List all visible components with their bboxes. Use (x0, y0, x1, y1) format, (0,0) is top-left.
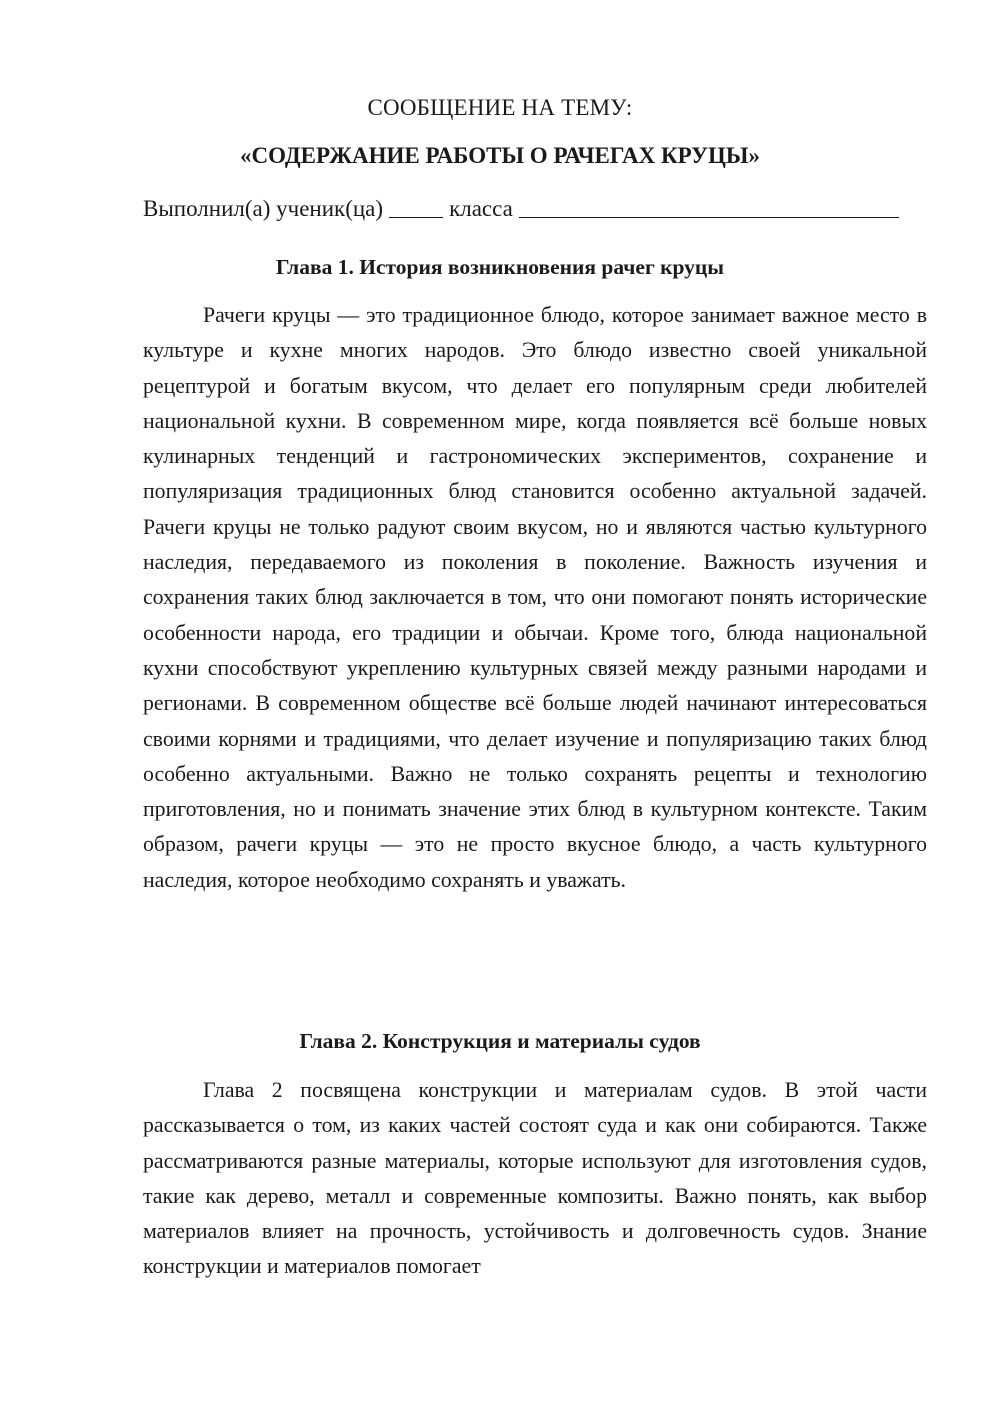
document-title: «СОДЕРЖАНИЕ РАБОТЫ О РАЧЕГАХ КРУЦЫ» (239, 143, 760, 168)
chapter-2-heading: Глава 2. Конструкция и материалы судов (299, 1029, 701, 1053)
byline-class-word: класса (449, 196, 513, 221)
chapter-2-paragraph: Глава 2 посвящена конструкции и материалам судов. В этой части рассказывается о том, из каких частей состоят суда и как они собираются. Также рассматриваются разные материалы, которые используют для изготовления судов, такие как дерево, металл и современные композиты. Важно понять, как выбор материалов влияет на прочность, устойчивость и долговечность судов. Знание конструкции и материалов помогает (143, 1078, 927, 1279)
document-type-line: СООБЩЕНИЕ НА ТЕМУ: (367, 95, 633, 120)
class-blank-line (519, 216, 899, 218)
byline-prefix: Выполнил(а) ученик(ца) (143, 196, 384, 221)
chapter-1-paragraph: Рачеги круцы — это традиционное блюдо, которое занимает важное место в культуре и кухне многих народов. Это блюдо известно своей уникальной рецептурой и богатым вкусом, что делает его популярным среди любителей национальной кухни. В современном мире, когда появляется всё больше новых кулинарных тенденций и гастрономических экспериментов, сохранение и популяризация традиционных блюд становится особенно актуальной задачей. Рачеги круцы не только радуют своим вкусом, но и являются частью культурного наследия, передаваемого из поколения в поколение. Важность изучения и сохранения таких блюд заключается в том, что они помогают понять исторические особенности народа, его традиции и обычаи. Кроме того, блюда национальной кухни способствуют укреплению культурных связей между разными народами и регионами. В современном обществе всё больше людей начинают интересоваться своими корнями и традициями, что делает изучение и популяризацию таких блюд особенно актуальными. Важно не только сохранять рецепты и технологию приготовления, но и понимать значение этих блюд в культурном контексте. Таким образом, рачеги круцы — это не просто вкусное блюдо, а часть культурного наследия, которое необходимо сохранять и уважать. (143, 303, 927, 892)
author-byline (143, 196, 899, 222)
grade-blank-line (389, 216, 443, 218)
chapter-1-heading: Глава 1. История возникновения рачег круцы (275, 255, 725, 279)
